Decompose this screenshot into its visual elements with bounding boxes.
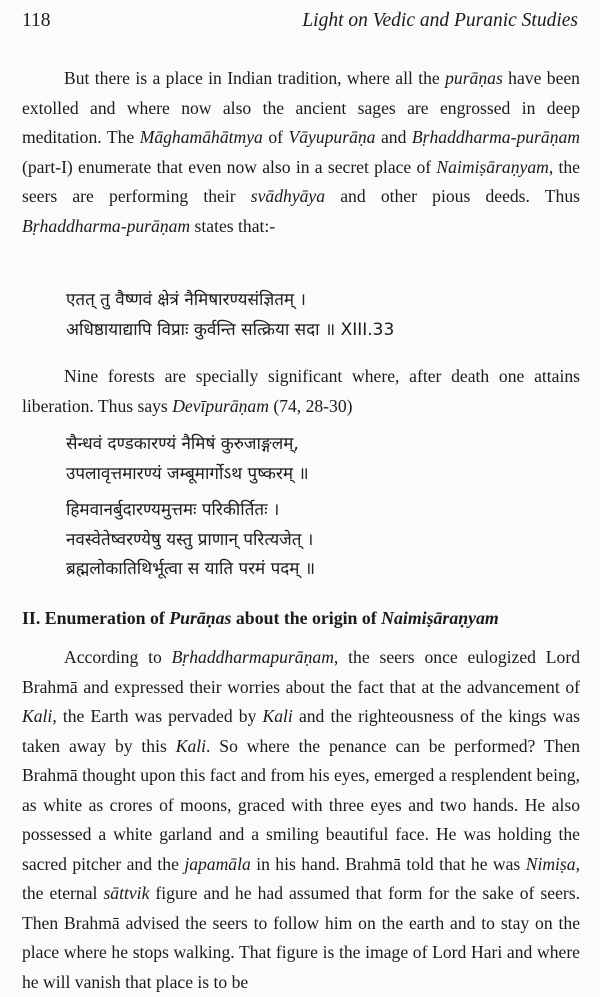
term: svādhyāya bbox=[250, 186, 326, 206]
paragraph-1 bbox=[22, 64, 580, 241]
term: Māghamāhātmya bbox=[139, 127, 263, 147]
verse-line: नवस्वेतेष्वरण्येषु यस्तु प्राणान् परित्यजेत् । bbox=[66, 529, 314, 550]
running-title: Light on Vedic and Puranic Studies bbox=[302, 10, 578, 31]
term: purāṇas bbox=[445, 68, 503, 88]
text: According to bbox=[64, 647, 172, 667]
verse-line: ब्रह्मलोकातिथिर्भूत्वा स याति परमं पदम् ॥ bbox=[66, 559, 316, 579]
text: , the seers are performing their bbox=[22, 156, 580, 206]
text: have been extolled and where now also the ancient sages are engrossed in deep meditation. The bbox=[22, 68, 580, 147]
term: Bṛhaddharma-purāṇam bbox=[22, 215, 191, 236]
text: in his hand. Brahmā told that he was bbox=[250, 853, 526, 874]
text: , the Earth was pervaded by bbox=[52, 706, 263, 726]
term: Naimiṣāraṇyam bbox=[381, 608, 499, 628]
text: II. Enumeration of bbox=[22, 608, 170, 628]
text: , the seers once eulogized Lord Brahmā and expressed their worries about the fact that at the advancement of bbox=[22, 647, 580, 697]
term: Purāṇas bbox=[169, 608, 232, 628]
verse-line: हिमवानर्बुदारण्यमुत्तमः परिकीर्तितः । bbox=[66, 500, 280, 520]
text: and other pious deeds. Thus bbox=[325, 186, 580, 206]
sanskrit-verse-1 bbox=[66, 286, 394, 345]
verse-line: अधिष्ठायाद्यापि विप्राः कुर्वन्ति सत्क्रिया सदा ॥ XIII.33 bbox=[66, 319, 395, 340]
section-heading bbox=[22, 608, 580, 629]
page-number: 118 bbox=[22, 10, 51, 31]
text: and the righteousness of the kings was taken away by this bbox=[22, 706, 581, 756]
text: (part-I) enumerate that even now also in a secret place of bbox=[22, 156, 437, 177]
verse-line: एतत् तु वैष्णवं क्षेत्रं नैमिषारण्यसंज्ञितम् । bbox=[66, 290, 306, 310]
text: But there is a place in Indian tradition, where all the bbox=[64, 68, 446, 88]
term: sāttvik bbox=[103, 883, 150, 903]
term: Naimiṣāraṇyam bbox=[436, 156, 549, 177]
sanskrit-verse-3 bbox=[66, 496, 315, 585]
term: Kali bbox=[175, 735, 207, 756]
text: states that:- bbox=[190, 215, 276, 236]
text: , the eternal bbox=[22, 853, 580, 903]
term: Kali bbox=[22, 706, 53, 726]
term: Devīpurāṇam bbox=[172, 395, 269, 416]
verse-line: उपलावृत्तमारण्यं जम्बूमार्गोऽथ पुष्करम् ॥ bbox=[66, 463, 309, 484]
term: Bṛhaddharma-purāṇam bbox=[411, 127, 580, 147]
term: Nimiṣa bbox=[525, 853, 576, 874]
text: about the origin of bbox=[231, 608, 382, 628]
paragraph-2 bbox=[22, 362, 580, 421]
sanskrit-verse-2 bbox=[66, 430, 309, 489]
text: (74, 28-30) bbox=[268, 395, 353, 416]
text: . So where the penance can be performed? Then Brahmā thought upon this fact and from his eyes, emerged a resplendent being, as white as crores of moons, graced with three eyes and two hands. He also possessed a white garland and a smiling beautiful face. He was holding the sacred pitcher and the bbox=[22, 735, 581, 874]
paragraph-3 bbox=[22, 643, 580, 997]
text: Nine forests are specially significant where, after death one attains liberation. Thus says bbox=[22, 366, 580, 416]
term: Kali bbox=[262, 706, 293, 726]
running-header bbox=[22, 10, 578, 38]
term: Vāyupurāṇa bbox=[288, 127, 376, 147]
term: japamāla bbox=[184, 853, 251, 874]
verse-line: सैन्धवं दण्डकारण्यं नैमिषं कुरुजाङ्गलम्, bbox=[66, 434, 299, 454]
text: of bbox=[262, 127, 289, 147]
text: and bbox=[375, 127, 412, 147]
text: figure and he had assumed that form for the sake of seers. Then Brahmā advised the seers to follow him on the earth and to stay on the place where he stops walking. That figure is the image of Lord Hari and where he will vanish that place is to be bbox=[22, 883, 580, 992]
term: Bṛhaddharmapurāṇam bbox=[171, 647, 334, 667]
